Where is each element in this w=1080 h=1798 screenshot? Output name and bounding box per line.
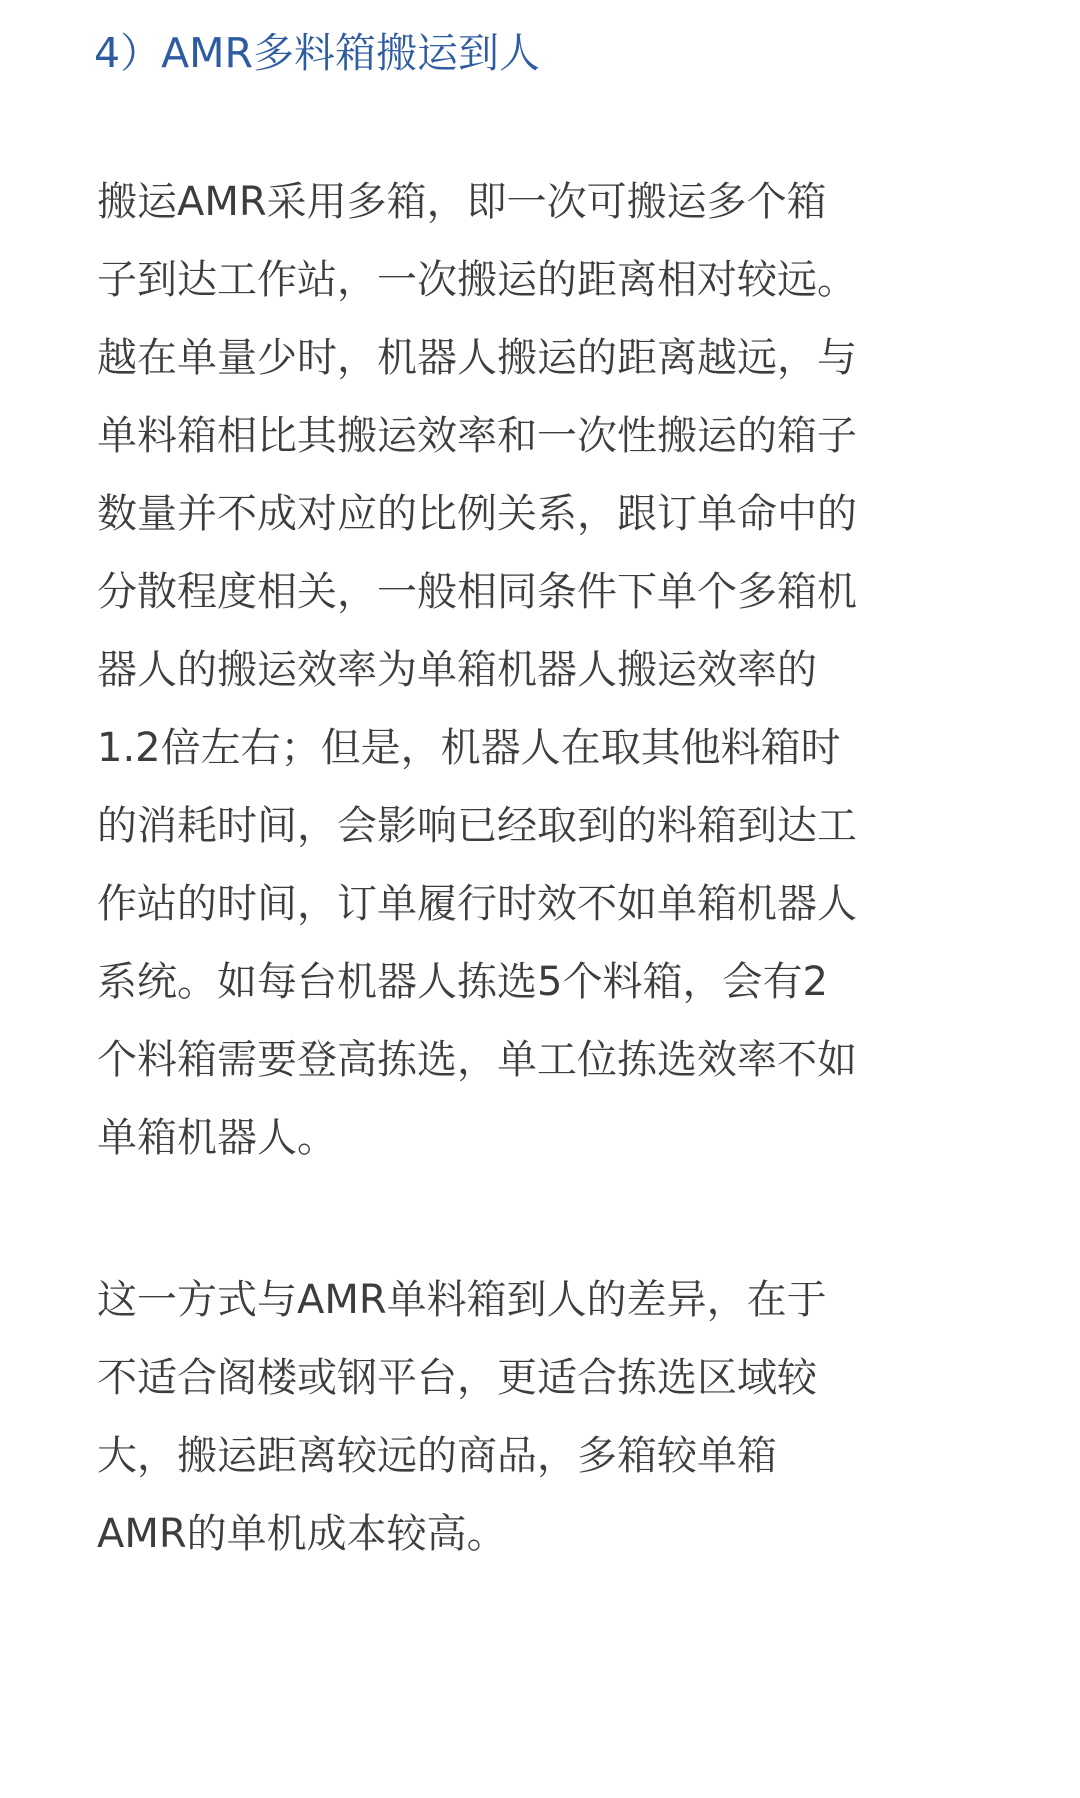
paragraph-1-line: 器人的搬运效率为单箱机器人搬运效率的 xyxy=(97,647,817,693)
paragraph-1-line: 单料箱相比其搬运效率和一次性搬运的箱子 xyxy=(97,413,857,459)
paragraph-2-line: 这一方式与AMR单料箱到人的差异，在于 xyxy=(97,1277,827,1323)
paragraph-1-line: 作站的时间，订单履行时效不如单箱机器人 xyxy=(97,881,857,927)
paragraph-1-line: 个料箱需要登高拣选，单工位拣选效率不如 xyxy=(97,1037,857,1083)
paragraph-1-line: 系统。如每台机器人拣选5个料箱，会有2 xyxy=(97,959,828,1005)
section-heading: 4）AMR多料箱搬运到人 xyxy=(94,29,540,77)
paragraph-2-line: 大，搬运距离较远的商品，多箱较单箱 xyxy=(97,1433,777,1479)
paragraph-1-line: 的消耗时间，会影响已经取到的料箱到达工 xyxy=(97,803,857,849)
paragraph-1-line: 越在单量少时，机器人搬运的距离越远，与 xyxy=(97,335,857,381)
paragraph-2-line: AMR的单机成本较高。 xyxy=(97,1511,507,1557)
paragraph-1-line: 1.2倍左右；但是，机器人在取其他料箱时 xyxy=(97,725,841,771)
paragraph-1-line: 搬运AMR采用多箱，即一次可搬运多个箱 xyxy=(97,179,827,225)
paragraph-1-line: 单箱机器人。 xyxy=(97,1115,337,1161)
paragraph-2-line: 不适合阁楼或钢平台，更适合拣选区域较 xyxy=(97,1355,817,1401)
paragraph-1-line: 子到达工作站，一次搬运的距离相对较远。 xyxy=(97,257,857,303)
paragraph-1-line: 分散程度相关，一般相同条件下单个多箱机 xyxy=(97,569,857,615)
paragraph-1-line: 数量并不成对应的比例关系，跟订单命中的 xyxy=(97,491,857,537)
